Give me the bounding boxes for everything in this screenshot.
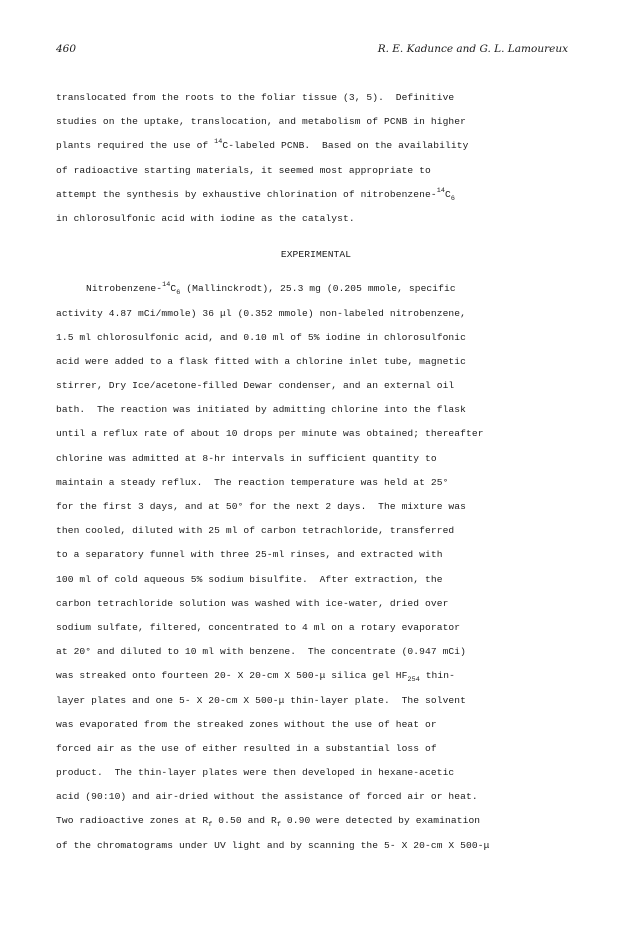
text-line: carbon tetrachloride solution was washed with ice-water, dried over [56,597,449,609]
text-line: then cooled, diluted with 25 ml of carbon tetrachloride, transferred [56,525,455,537]
text-line: 100 ml of cold aqueous 5% sodium bisulfite. After extraction, the [56,573,443,585]
text-line: to a separatory funnel with three 25-ml rinses, and extracted with [56,549,443,561]
text-fragment: Two radioactive zones at R [56,815,209,827]
text-fragment: C-labeled PCNB. Based on the availability [222,140,469,152]
text-line: translocated from the roots to the foliar tissue (3, 5). Definitive [56,92,455,103]
text-line [56,664,576,688]
text-fragment: plants required the use of [56,140,215,152]
text-line: maintain a steady reflux. The reaction temperature was held at 25° [56,476,449,488]
subscript: f [208,821,213,830]
text-line [56,809,576,833]
text-fragment: C [444,188,451,200]
text-line: was evaporated from the streaked zones without the use of heat or [56,718,437,730]
text-line: for the first 3 days, and at 50° for the next 2 days. The mixture was [56,501,467,512]
text-line: activity 4.87 mCi/mmole) 36 μl (0.352 mmole) non-labeled nitrobenzene, [56,307,467,319]
intro-paragraph [56,86,576,231]
text-line: product. The thin-layer plates were then developed in hexane-acetic [56,767,455,779]
text-line: of radioactive starting materials, it seemed most appropriate to [56,164,431,176]
text-line: at 20° and diluted to 10 ml with benzene. The concentrate (0.947 mCi) [56,646,467,658]
isotope-superscript: 14 [436,186,445,195]
text-line: studies on the uptake, translocation, and metabolism of PCNB in higher [56,116,467,128]
isotope-superscript: 14 [162,281,171,290]
text-line: in chlorosulfonic acid with iodine as the catalyst. [56,212,355,224]
isotope-superscript: 14 [214,138,223,147]
section-heading: EXPERIMENTAL [280,249,352,261]
text-fragment: attempt the synthesis by exhaustive chlorination of nitrobenzene- [56,188,437,200]
page-header [56,43,568,59]
subscript: 6 [450,194,455,203]
text-line: acid were added to a flask fitted with a chlorine inlet tube, magnetic [56,355,467,367]
text-line [56,277,576,301]
text-fragment: was streaked onto fourteen 20- X 20-cm X 500-μ silica gel HF [56,670,408,682]
text-line: sodium sulfate, filtered, concentrated to 4 ml on a rotary evaporator [56,621,461,633]
text-fragment: C [170,283,177,295]
text-line [56,134,576,158]
text-line: until a reflux rate of about 10 drops per minute was obtained; thereafter [56,428,484,440]
text-line: bath. The reaction was initiated by admitting chlorine into the flask [56,404,467,416]
text-line: layer plates and one 5- X 20-cm X 500-μ thin-layer plate. The solvent [56,694,467,706]
text-line: acid (90:10) and air-dried without the assistance of forced air or heat. [56,791,478,803]
article-body [56,86,576,858]
experimental-paragraph [56,277,576,858]
text-line: forced air as the use of either resulted in a substantial loss of [56,742,437,754]
text-line: 1.5 ml chlorosulfonic acid, and 0.10 ml of 5% iodine in chlorosulfonic [56,331,467,343]
text-line: of the chromatograms under UV light and by scanning the 5- X 20-cm X 500-μ [56,839,490,851]
running-head-authors: R. E. Kadunce and G. L. Lamoureux [377,43,568,55]
subscript: 254 [407,676,420,685]
text-fragment: thin- [419,670,455,682]
subscript: 6 [176,289,181,298]
subscript: f [276,821,282,830]
text-fragment: 0.50 and R [212,815,277,827]
text-line [56,183,576,207]
page-number: 460 [56,43,77,55]
text-line: stirrer, Dry Ice/acetone-filled Dewar condenser, and an external oil [56,380,455,392]
text-fragment: Nitrobenzene- [86,283,163,295]
text-line: chlorine was admitted at 8-hr intervals in sufficient quantity to [56,452,437,464]
text-fragment: (Mallinckrodt), 25.3 mg (0.205 mmole, specific [180,283,456,295]
text-fragment: 0.90 were detected by examination [281,815,481,827]
